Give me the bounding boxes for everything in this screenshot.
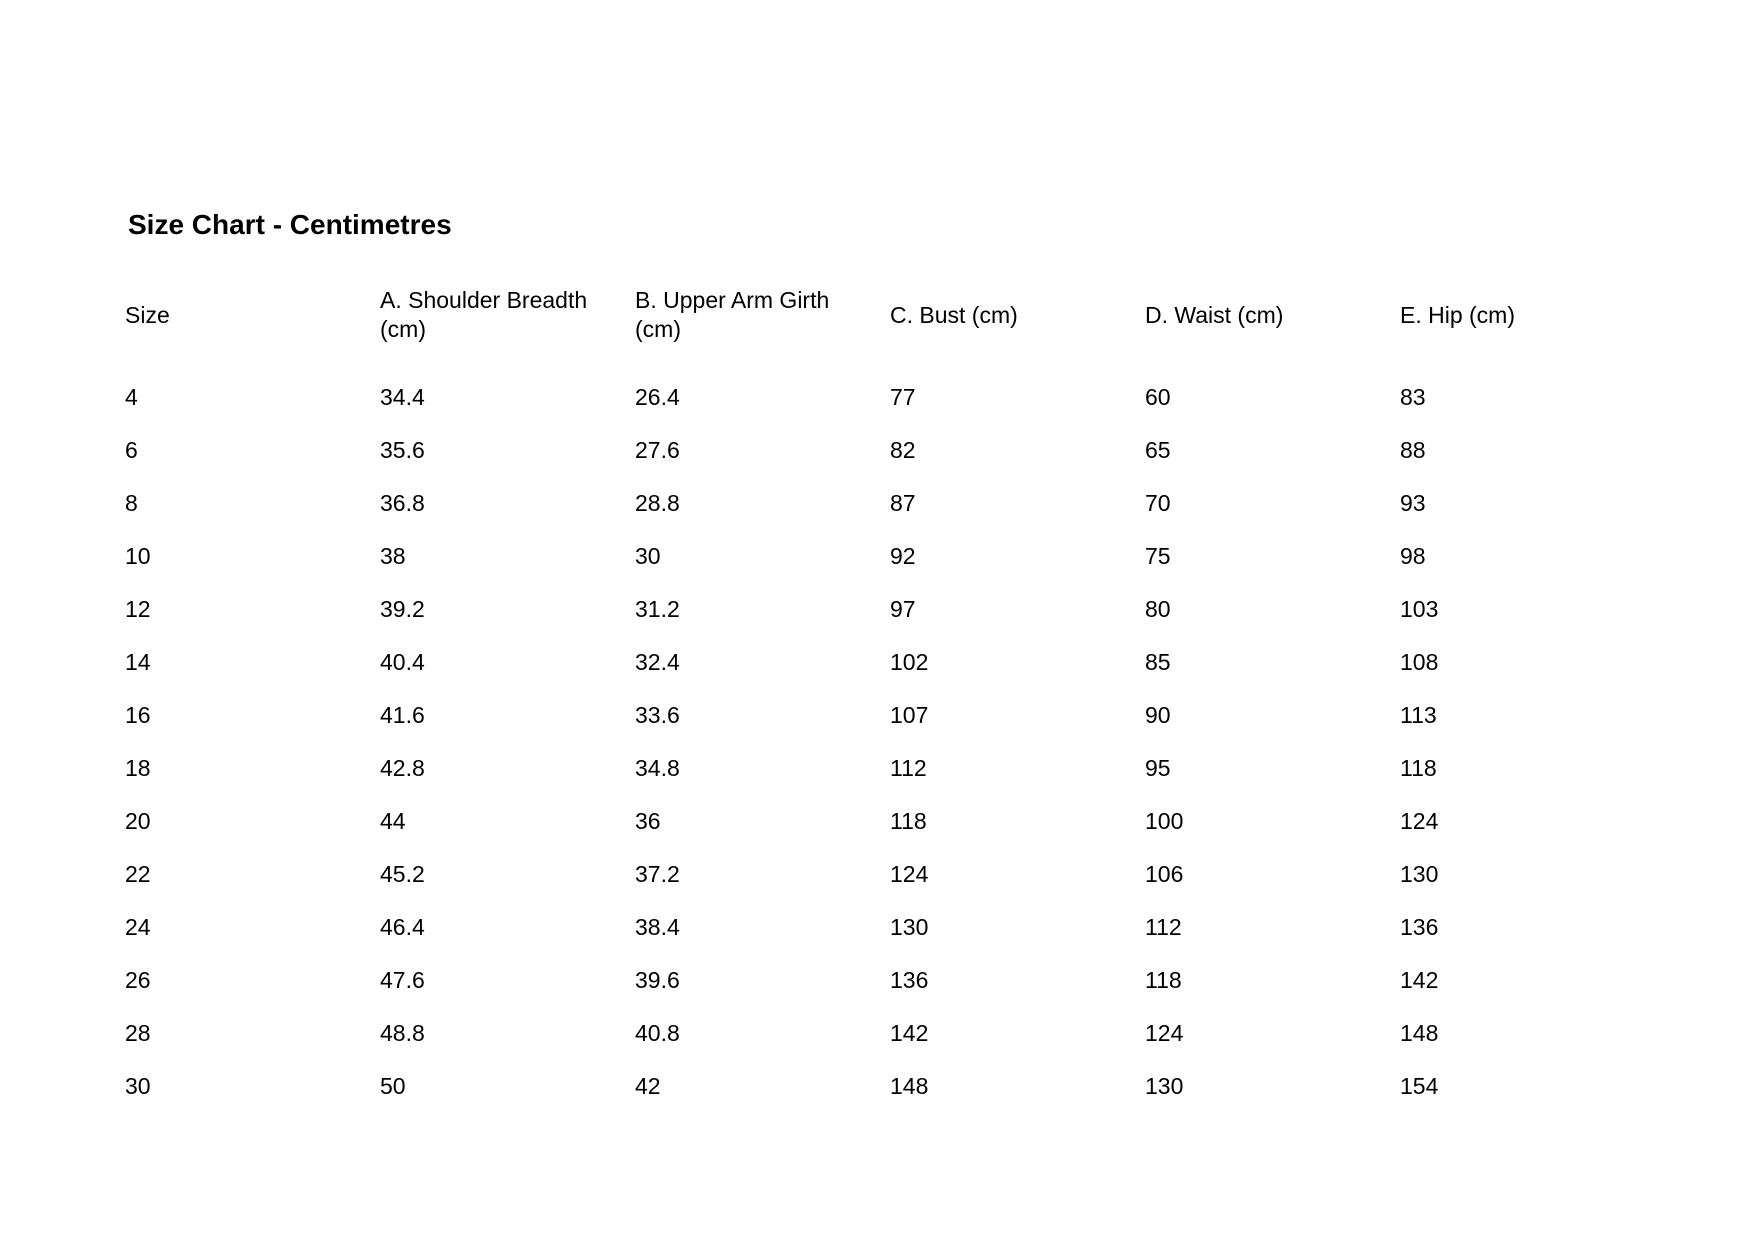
cell-shoulder-breadth: 48.8 — [380, 1019, 425, 1046]
cell-bust: 118 — [890, 807, 927, 834]
cell-upper-arm-girth: 31.2 — [635, 595, 680, 622]
cell-size: 28 — [125, 1019, 151, 1046]
cell-size: 30 — [125, 1072, 151, 1099]
cell-waist: 90 — [1145, 701, 1171, 728]
cell-waist: 112 — [1145, 913, 1182, 940]
table-row — [125, 794, 1655, 847]
cell-waist: 124 — [1145, 1019, 1184, 1046]
cell-shoulder-breadth: 46.4 — [380, 913, 425, 940]
cell-size: 16 — [125, 701, 151, 728]
column-header-shoulder-breadth: A. Shoulder Breadth (cm) — [380, 287, 588, 342]
cell-hip: 136 — [1400, 913, 1439, 940]
cell-shoulder-breadth: 35.6 — [380, 436, 425, 463]
cell-waist: 100 — [1145, 807, 1184, 834]
cell-upper-arm-girth: 34.8 — [635, 754, 680, 781]
cell-bust: 82 — [890, 436, 916, 463]
cell-upper-arm-girth: 33.6 — [635, 701, 680, 728]
cell-hip: 124 — [1400, 807, 1439, 834]
cell-shoulder-breadth: 42.8 — [380, 754, 425, 781]
cell-upper-arm-girth: 38.4 — [635, 913, 680, 940]
cell-hip: 118 — [1400, 754, 1437, 781]
column-header-size: Size — [125, 301, 170, 328]
column-header-bust: C. Bust (cm) — [890, 301, 1018, 328]
cell-size: 24 — [125, 913, 151, 940]
cell-upper-arm-girth: 42 — [635, 1072, 661, 1099]
cell-hip: 154 — [1400, 1072, 1439, 1099]
cell-size: 20 — [125, 807, 151, 834]
cell-waist: 60 — [1145, 383, 1171, 410]
cell-upper-arm-girth: 30 — [635, 542, 661, 569]
cell-bust: 77 — [890, 383, 916, 410]
cell-bust: 102 — [890, 648, 929, 675]
cell-shoulder-breadth: 36.8 — [380, 489, 425, 516]
cell-bust: 87 — [890, 489, 916, 516]
cell-hip: 108 — [1400, 648, 1439, 675]
table-row — [125, 900, 1655, 953]
cell-size: 8 — [125, 489, 138, 516]
cell-upper-arm-girth: 36 — [635, 807, 661, 834]
cell-shoulder-breadth: 40.4 — [380, 648, 425, 675]
cell-size: 22 — [125, 860, 151, 887]
cell-bust: 97 — [890, 595, 916, 622]
cell-hip: 98 — [1400, 542, 1426, 569]
column-header-upper-arm-girth: B. Upper Arm Girth (cm) — [635, 287, 830, 342]
cell-upper-arm-girth: 32.4 — [635, 648, 680, 675]
table-row — [125, 529, 1655, 582]
cell-upper-arm-girth: 27.6 — [635, 436, 680, 463]
cell-bust: 136 — [890, 966, 929, 993]
cell-size: 12 — [125, 595, 151, 622]
column-header-waist: D. Waist (cm) — [1145, 301, 1284, 328]
cell-upper-arm-girth: 26.4 — [635, 383, 680, 410]
cell-upper-arm-girth: 40.8 — [635, 1019, 680, 1046]
cell-shoulder-breadth: 38 — [380, 542, 406, 569]
table-row — [125, 847, 1655, 900]
cell-size: 4 — [125, 383, 138, 410]
table-header-row — [125, 282, 1655, 348]
cell-upper-arm-girth: 39.6 — [635, 966, 680, 993]
cell-shoulder-breadth: 39.2 — [380, 595, 425, 622]
cell-hip: 142 — [1400, 966, 1439, 993]
cell-bust: 130 — [890, 913, 929, 940]
table-row — [125, 953, 1655, 1006]
cell-hip: 148 — [1400, 1019, 1439, 1046]
table-body — [125, 348, 1655, 1112]
cell-waist: 70 — [1145, 489, 1171, 516]
cell-waist: 106 — [1145, 860, 1184, 887]
cell-shoulder-breadth: 34.4 — [380, 383, 425, 410]
cell-shoulder-breadth: 50 — [380, 1072, 406, 1099]
size-chart-table — [125, 282, 1655, 1112]
cell-waist: 95 — [1145, 754, 1171, 781]
cell-hip: 88 — [1400, 436, 1426, 463]
cell-hip: 130 — [1400, 860, 1439, 887]
table-row — [125, 476, 1655, 529]
table-row — [125, 635, 1655, 688]
cell-hip: 113 — [1400, 701, 1437, 728]
cell-upper-arm-girth: 37.2 — [635, 860, 680, 887]
cell-bust: 112 — [890, 754, 927, 781]
cell-bust: 148 — [890, 1072, 929, 1099]
header-spacer — [125, 348, 1655, 370]
cell-hip: 103 — [1400, 595, 1439, 622]
cell-waist: 65 — [1145, 436, 1171, 463]
cell-waist: 75 — [1145, 542, 1171, 569]
cell-shoulder-breadth: 44 — [380, 807, 406, 834]
column-header-hip: E. Hip (cm) — [1400, 301, 1515, 328]
cell-bust: 107 — [890, 701, 929, 728]
cell-shoulder-breadth: 41.6 — [380, 701, 425, 728]
table-row — [125, 1059, 1655, 1112]
cell-shoulder-breadth: 45.2 — [380, 860, 425, 887]
cell-hip: 93 — [1400, 489, 1426, 516]
table-row — [125, 423, 1655, 476]
page-title: Size Chart - Centimetres — [128, 209, 452, 240]
table-row — [125, 582, 1655, 635]
table-row — [125, 741, 1655, 794]
cell-waist: 118 — [1145, 966, 1182, 993]
cell-bust: 142 — [890, 1019, 929, 1046]
cell-bust: 92 — [890, 542, 916, 569]
cell-waist: 80 — [1145, 595, 1171, 622]
cell-hip: 83 — [1400, 383, 1426, 410]
cell-upper-arm-girth: 28.8 — [635, 489, 680, 516]
table-row — [125, 1006, 1655, 1059]
cell-waist: 130 — [1145, 1072, 1184, 1099]
table-row — [125, 688, 1655, 741]
cell-waist: 85 — [1145, 648, 1171, 675]
cell-size: 10 — [125, 542, 151, 569]
cell-bust: 124 — [890, 860, 929, 887]
cell-shoulder-breadth: 47.6 — [380, 966, 425, 993]
cell-size: 14 — [125, 648, 151, 675]
table-row — [125, 370, 1655, 423]
cell-size: 26 — [125, 966, 151, 993]
cell-size: 18 — [125, 754, 151, 781]
cell-size: 6 — [125, 436, 138, 463]
